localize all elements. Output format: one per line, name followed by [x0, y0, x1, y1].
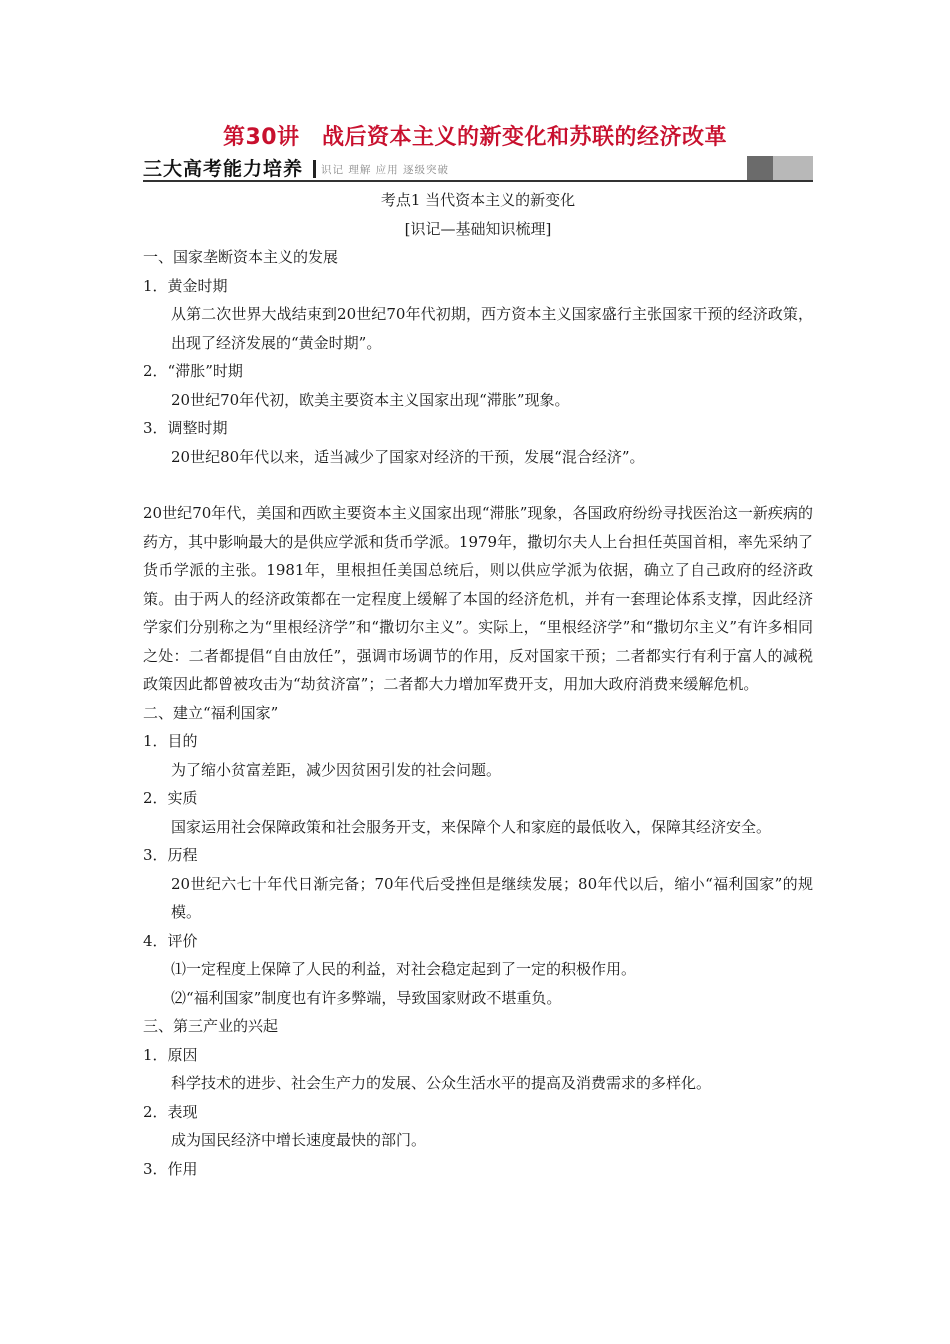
part2-item3-label: 3．历程: [143, 846, 198, 864]
part3-item3-label: 3．作用: [143, 1159, 198, 1178]
part2-item2-label: 2．实质: [143, 789, 198, 807]
banner-block-dark: [747, 156, 773, 180]
part3-item1-text: 科学技术的进步、社会生产力的发展、公众生活水平的提高及消费需求的多样化。: [171, 1074, 712, 1092]
part1-heading: 一、国家垄断资本主义的发展: [143, 248, 339, 266]
page-title: 第30讲 战后资本主义的新变化和苏联的经济改革: [222, 125, 728, 150]
banner-underline: [143, 180, 813, 182]
banner-decoration: [747, 156, 813, 180]
section-subheading: [识记—基础知识梳理]: [404, 219, 552, 238]
part2-item1-label: 1．目的: [143, 732, 198, 750]
banner-subtitle: 识记 理解 应用 逐级突破: [321, 164, 450, 176]
part3-heading: 三、第三产业的兴起: [143, 1017, 279, 1035]
part2-item2-text: 国家运用社会保障政策和社会服务开支，来保障个人和家庭的最低收入，保障其经济安全。: [171, 817, 772, 836]
part1-item1-label: 1．黄金时期: [143, 276, 228, 295]
part2-item3-text: 20世纪六七十年代日渐完备；70年代后受挫但是继续发展；80年代以后，缩小“福利国家”的规模。: [171, 874, 813, 921]
part2-evaluation-point1: ⑴一定程度上保障了人民的利益，对社会稳定起到了一定的积极作用。: [171, 960, 637, 978]
section-heading: 考点1 当代资本主义的新变化: [380, 191, 576, 209]
part1-item1-text: 从第二次世界大战结束到20世纪70年代初期，西方资本主义国家盛行主张国家干预的经济政策，出现了经济发展的“黄金时期”。: [171, 305, 813, 352]
part2-item1-text: 为了缩小贫富差距，减少因贫困引发的社会问题。: [171, 760, 502, 779]
part3-item2-text: 成为国民经济中增长速度最快的部门。: [171, 1131, 427, 1149]
document-body: [143, 186, 813, 1183]
part3-item2-label: 2．表现: [143, 1102, 198, 1121]
part2-heading: 二、建立“福利国家”: [143, 703, 279, 722]
part1-item2-label: 2．“滞胀”时期: [143, 362, 243, 380]
part2-evaluation-point2: ⑵“福利国家”制度也有许多弊端，导致国家财政不堪重负。: [171, 988, 562, 1007]
part1-item3-text: 20世纪80年代以来，适当减少了国家对经济的干预，发展“混合经济”。: [171, 447, 645, 466]
part1-item2-text: 20世纪70年代初，欧美主要资本主义国家出现“滞胀”现象。: [171, 390, 570, 409]
part3-item1-label: 1．原因: [143, 1045, 198, 1064]
banner-divider: [313, 160, 316, 178]
part2-evaluation-label: 4．评价: [143, 931, 198, 950]
section-banner: [143, 156, 813, 182]
spacer: [143, 471, 813, 499]
banner-title: 三大高考能力培养: [143, 158, 304, 180]
part1-item3-label: 3．调整时期: [143, 419, 228, 437]
supplementary-paragraph: 20世纪70年代，美国和西欧主要资本主义国家出现“滞胀”现象，各国政府纷纷寻找医治这一新疾病的药方，其中影响最大的是供应学派和货币学派。1979年，撒切尔夫人上台担任英国首相，率先采纳了货币学派的主张。1981年，里根担任美国总统后，则以供应学派为依据，确立了自己政府的经济政策。由于两人的经济政策都在一定程度上缓解了本国的经济危机，并有一套理论体系支撑，因此经济学家们分别称之为“里根经济学”和“撒切尔主义”。实际上，“里根经济学”和“撒切尔主义”有许多相同之处：二者都提倡“自由放任”，强调市场调节的作用，反对国家干预；二者都实行有利于富人的减税政策因此都曾被攻击为“劫贫济富”；二者都大力增加军费开支，用加大政府消费来缓解危机。: [143, 504, 813, 693]
banner-block-light: [773, 156, 813, 180]
